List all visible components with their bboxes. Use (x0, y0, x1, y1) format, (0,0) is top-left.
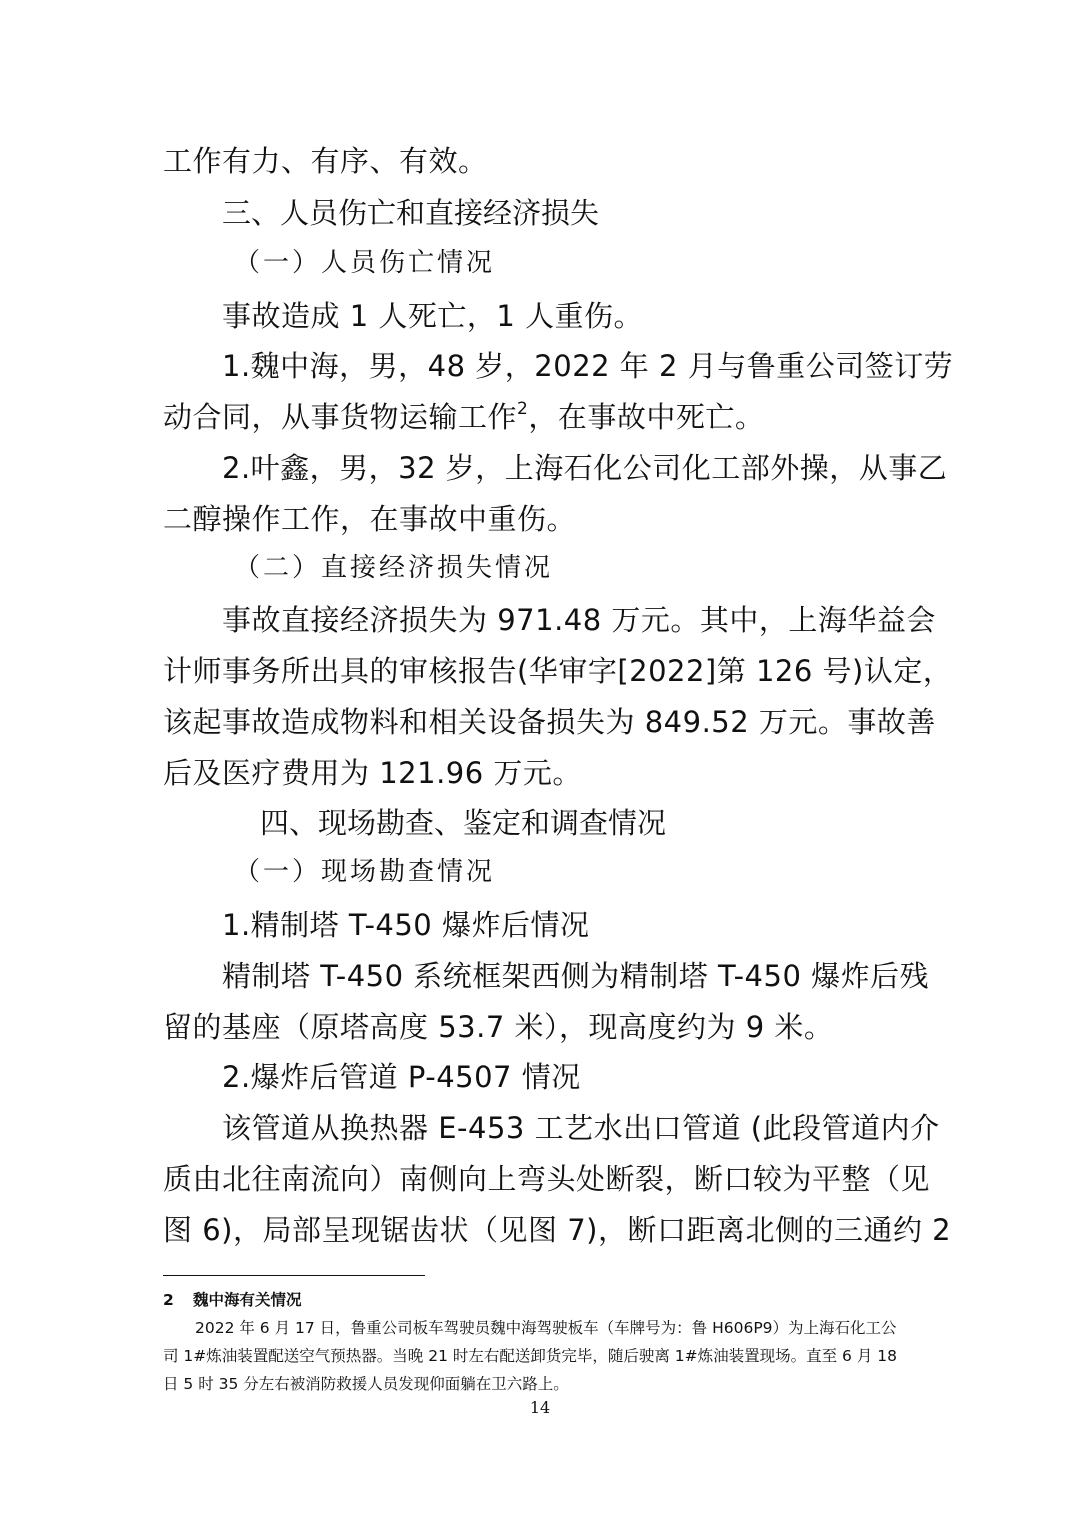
footnote-number: 2 (163, 1291, 174, 1309)
section-heading-3: 三、人员伤亡和直接经济损失 (222, 196, 600, 230)
section-heading-4: 四、现场勘查、鉴定和调查情况 (260, 806, 667, 840)
footnote-line: 日 5 时 35 分左右被消防救援人员发现仰面躺在卫六路上。 (163, 1375, 569, 1393)
body-line: 计师事务所出具的审核报告(华审字[2022]第 126 号)认定， (163, 654, 953, 688)
footnote-line: 2022 年 6 月 17 日，鲁重公司板车驾驶员魏中海驾驶板车（车牌号为：鲁 H606P9）为上海石化工公 (195, 1319, 897, 1337)
body-line: 事故造成 1 人死亡，1 人重伤。 (222, 299, 644, 333)
body-line: 1.魏中海，男，48 岁，2022 年 2 月与鲁重公司签订劳 (222, 349, 954, 383)
subsection-heading-casualties: （一）人员伤亡情况 (234, 248, 496, 278)
body-line: 后及医疗费用为 121.96 万元。 (163, 756, 582, 790)
body-line: 事故直接经济损失为 971.48 万元。其中，上海华益会 (222, 603, 936, 637)
body-line: 二醇操作工作，在事故中重伤。 (163, 502, 577, 536)
footnote-ref: 2 (517, 399, 529, 420)
body-line: 图 6)，局部呈现锯齿状（见图 7)，断口距离北侧的三通约 2 (163, 1213, 952, 1247)
footnote-heading (163, 1287, 920, 1314)
body-text: ，在事故中死亡。 (528, 400, 765, 434)
body-line: 1.精制塔 T-450 爆炸后情况 (222, 908, 590, 942)
body-line (163, 397, 923, 437)
body-line: 该管道从换热器 E-453 工艺水出口管道 (此段管道内介 (222, 1111, 940, 1145)
body-line: 质由北往南流向）南侧向上弯头处断裂，断口较为平整（见 (163, 1162, 931, 1196)
body-line: 2.爆炸后管道 P-4507 情况 (222, 1060, 581, 1094)
footnote-title: 魏中海有关情况 (193, 1291, 302, 1309)
body-line: 工作有力、有序、有效。 (163, 144, 488, 178)
page-number: 14 (529, 1398, 551, 1417)
footnote-line: 司 1#炼油装置配送空气预热器。当晚 21 时左右配送卸货完毕，随后驶离 1#炼油装置现场。直至 6 月 18 (163, 1347, 897, 1365)
subsection-heading-losses: （二）直接经济损失情况 (234, 553, 554, 583)
subsection-heading-site-survey: （一）现场勘查情况 (234, 857, 496, 887)
footnote-separator (163, 1275, 425, 1276)
body-line: 2.叶鑫，男，32 岁，上海石化公司化工部外操，从事乙 (222, 451, 948, 485)
body-line: 该起事故造成物料和相关设备损失为 849.52 万元。事故善 (163, 705, 936, 739)
body-line: 留的基座（原塔高度 53.7 米），现高度约为 9 米。 (163, 1010, 834, 1044)
body-text: 动合同，从事货物运输工作 (163, 400, 518, 434)
body-line: 精制塔 T-450 系统框架西侧为精制塔 T-450 爆炸后残 (222, 959, 930, 993)
